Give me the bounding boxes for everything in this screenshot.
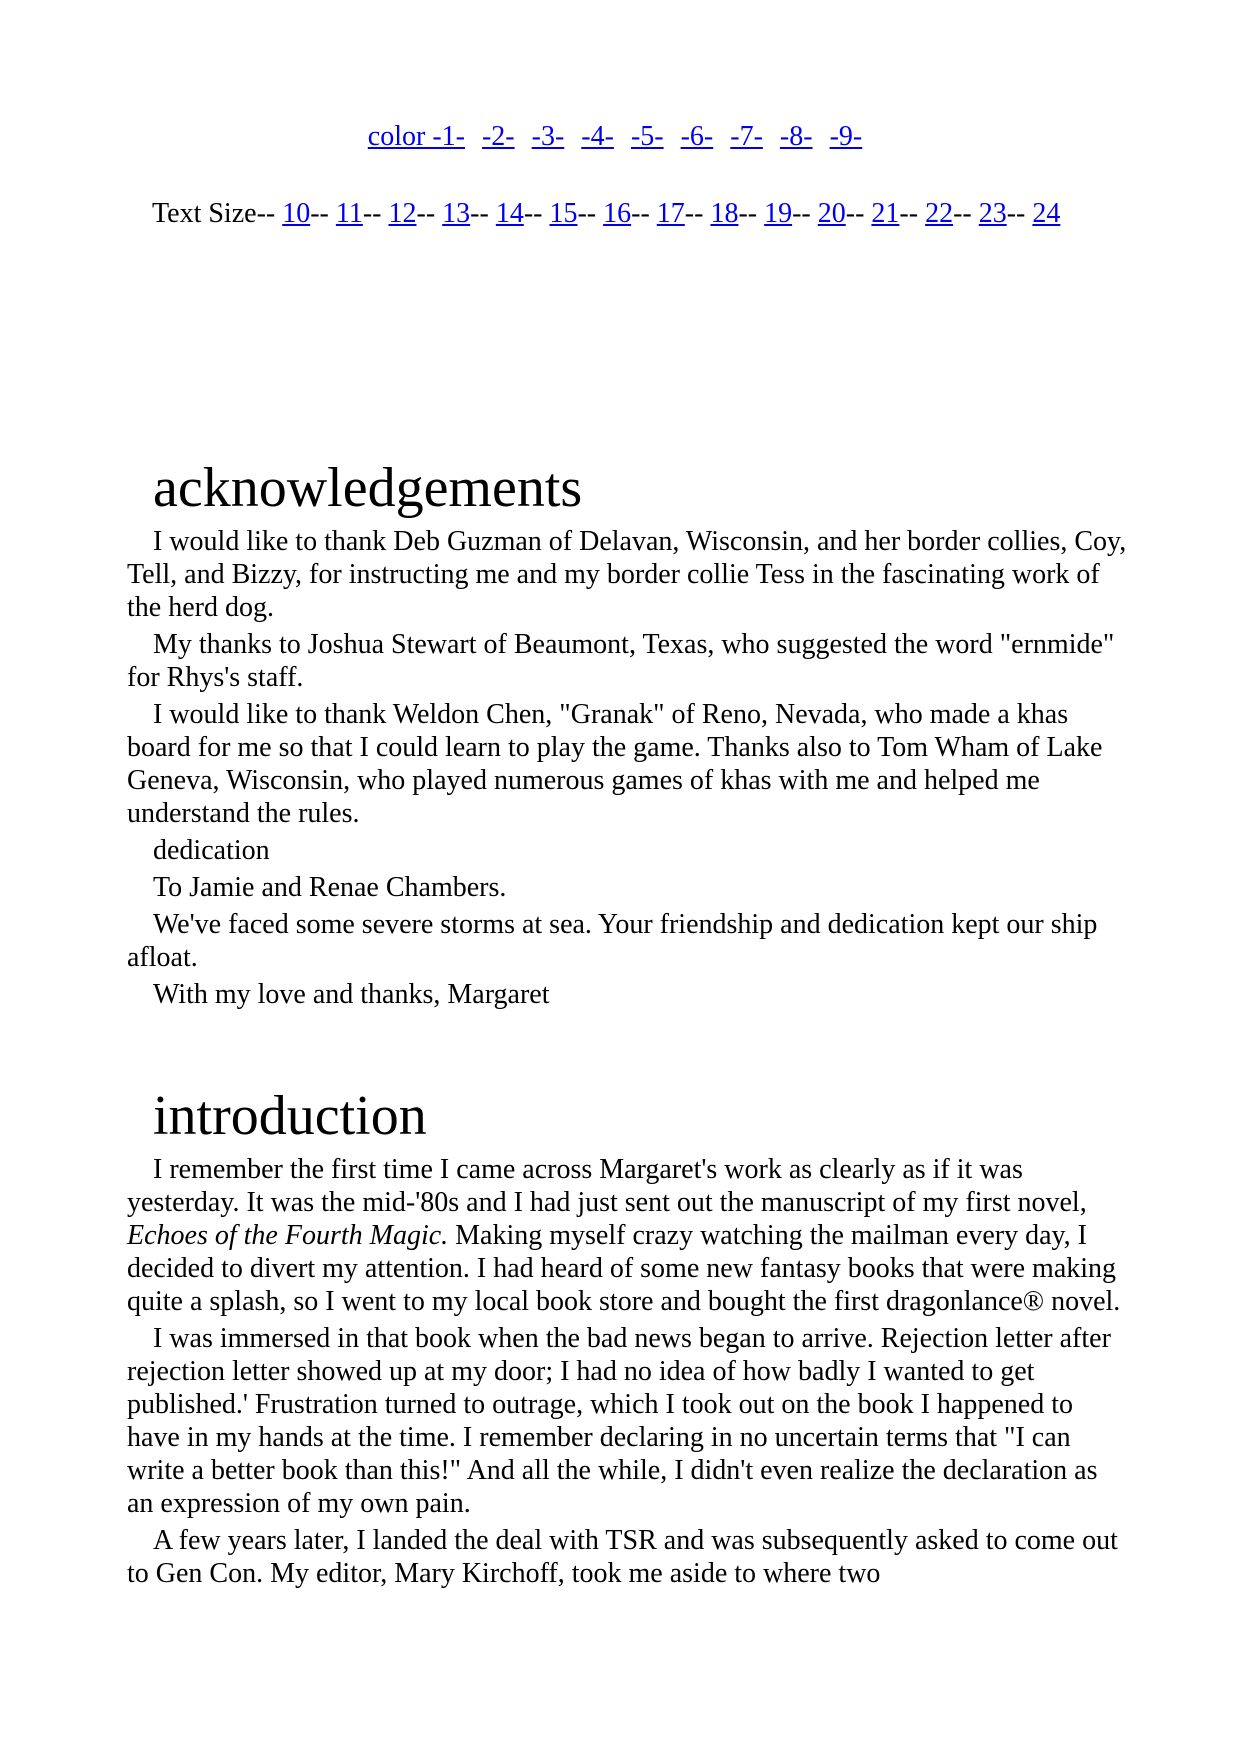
text-size-separator: -- <box>577 198 604 229</box>
paragraph: We've faced some severe storms at sea. Your friendship and dedication kept our ship afloat. <box>127 909 1098 973</box>
color-link-4[interactable]: -4- <box>581 121 614 152</box>
dedication-label: dedication <box>153 835 270 866</box>
color-link-8[interactable]: -8- <box>779 121 813 152</box>
color-link-5[interactable]: -5- <box>630 121 664 152</box>
color-nav <box>0 118 1240 156</box>
book-content <box>127 455 1127 1594</box>
text-size-link-13[interactable]: 13 <box>442 198 471 229</box>
text-size-separator: -- <box>310 198 336 229</box>
text-size-link-11[interactable]: 11 <box>335 198 363 229</box>
paragraph: I was immersed in that book when the bad news began to arrive. Rejection letter after rejection letter showed up at my door; I had no idea of how badly I wanted to get published.' Frustration turned to outrage, which I took out on the book I happened to have in my hands at the time. I remember declaring in no uncertain terms that "I can write a better book than this!" And all the while, I didn't even realize the declaration as an expression of my own pain. <box>127 1323 1111 1519</box>
paragraph: To Jamie and Renae Chambers. <box>153 872 507 903</box>
text-size-link-14[interactable]: 14 <box>495 198 524 229</box>
text-size-label: Text Size-- <box>152 198 283 229</box>
text-size-link-24[interactable]: 24 <box>1032 198 1061 229</box>
paragraph: With my love and thanks, Margaret <box>153 979 550 1010</box>
text-size-link-15[interactable]: 15 <box>549 198 578 229</box>
text-size-link-10[interactable]: 10 <box>282 198 311 229</box>
text-size-link-22[interactable]: 22 <box>925 198 954 229</box>
introduction-heading: introduction <box>153 1085 427 1147</box>
paragraph: I would like to thank Deb Guzman of Delavan, Wisconsin, and her border collies, Coy, Tell, and Bizzy, for instructing me and my border collie Tess in the fascinating work of the herd dog. <box>127 526 1127 623</box>
text-size-separator: -- <box>1006 198 1033 229</box>
text-size-link-17[interactable]: 17 <box>656 198 685 229</box>
paragraph: My thanks to Joshua Stewart of Beaumont, Texas, who suggested the word "ernmide" for Rhys's staff. <box>127 629 1115 693</box>
text-size-separator: -- <box>845 198 872 229</box>
text-size-link-16[interactable]: 16 <box>603 198 632 229</box>
text-size-nav <box>152 195 1060 233</box>
text-size-separator: -- <box>523 198 550 229</box>
color-link-3[interactable]: -3- <box>531 121 565 152</box>
text-size-link-20[interactable]: 20 <box>817 198 846 229</box>
text-size-link-18[interactable]: 18 <box>710 198 739 229</box>
paragraph-text: Making myself crazy watching the mailman every day, I decided to divert my attention. I had heard of some new fantasy books that were making quite a splash, so I went to my local book store and bought the first dragonlance® novel. <box>127 1220 1121 1317</box>
text-size-separator: -- <box>684 198 711 229</box>
text-size-separator: -- <box>416 198 443 229</box>
color-link-2[interactable]: -2- <box>481 121 515 152</box>
paragraph-text: I remember the first time I came across Margaret's work as clearly as if it was yesterday. It was the mid-'80s and I had just sent out the manuscript of my first novel, <box>127 1154 1087 1218</box>
book-title: Echoes of the Fourth Magic. <box>127 1220 449 1251</box>
paragraph <box>127 1153 1127 1318</box>
paragraph: A few years later, I landed the deal with TSR and was subsequently asked to come out to Gen Con. My editor, Mary Kirchoff, took me aside to where two <box>127 1525 1118 1589</box>
text-size-separator: -- <box>470 198 496 229</box>
text-size-separator: -- <box>899 198 926 229</box>
color-link-6[interactable]: -6- <box>680 121 714 152</box>
text-size-separator: -- <box>792 198 818 229</box>
color-link-9[interactable]: -9- <box>829 121 863 152</box>
acknowledgements-heading: acknowledgements <box>153 457 583 519</box>
text-size-separator: -- <box>953 198 979 229</box>
text-size-link-12[interactable]: 12 <box>388 198 417 229</box>
text-size-link-19[interactable]: 19 <box>764 198 793 229</box>
color-link-1[interactable]: color -1- <box>367 121 465 152</box>
text-size-separator: -- <box>631 198 657 229</box>
text-size-separator: -- <box>362 198 389 229</box>
text-size-link-23[interactable]: 23 <box>978 198 1007 229</box>
text-size-separator: -- <box>738 198 765 229</box>
paragraph: I would like to thank Weldon Chen, "Granak" of Reno, Nevada, who made a khas board for me so that I could learn to play the game. Thanks also to Tom Wham of Lake Geneva, Wisconsin, who played numerous games of khas with me and helped me understand the rules. <box>127 699 1103 829</box>
text-size-link-21[interactable]: 21 <box>871 198 900 229</box>
color-link-7[interactable]: -7- <box>730 121 763 152</box>
